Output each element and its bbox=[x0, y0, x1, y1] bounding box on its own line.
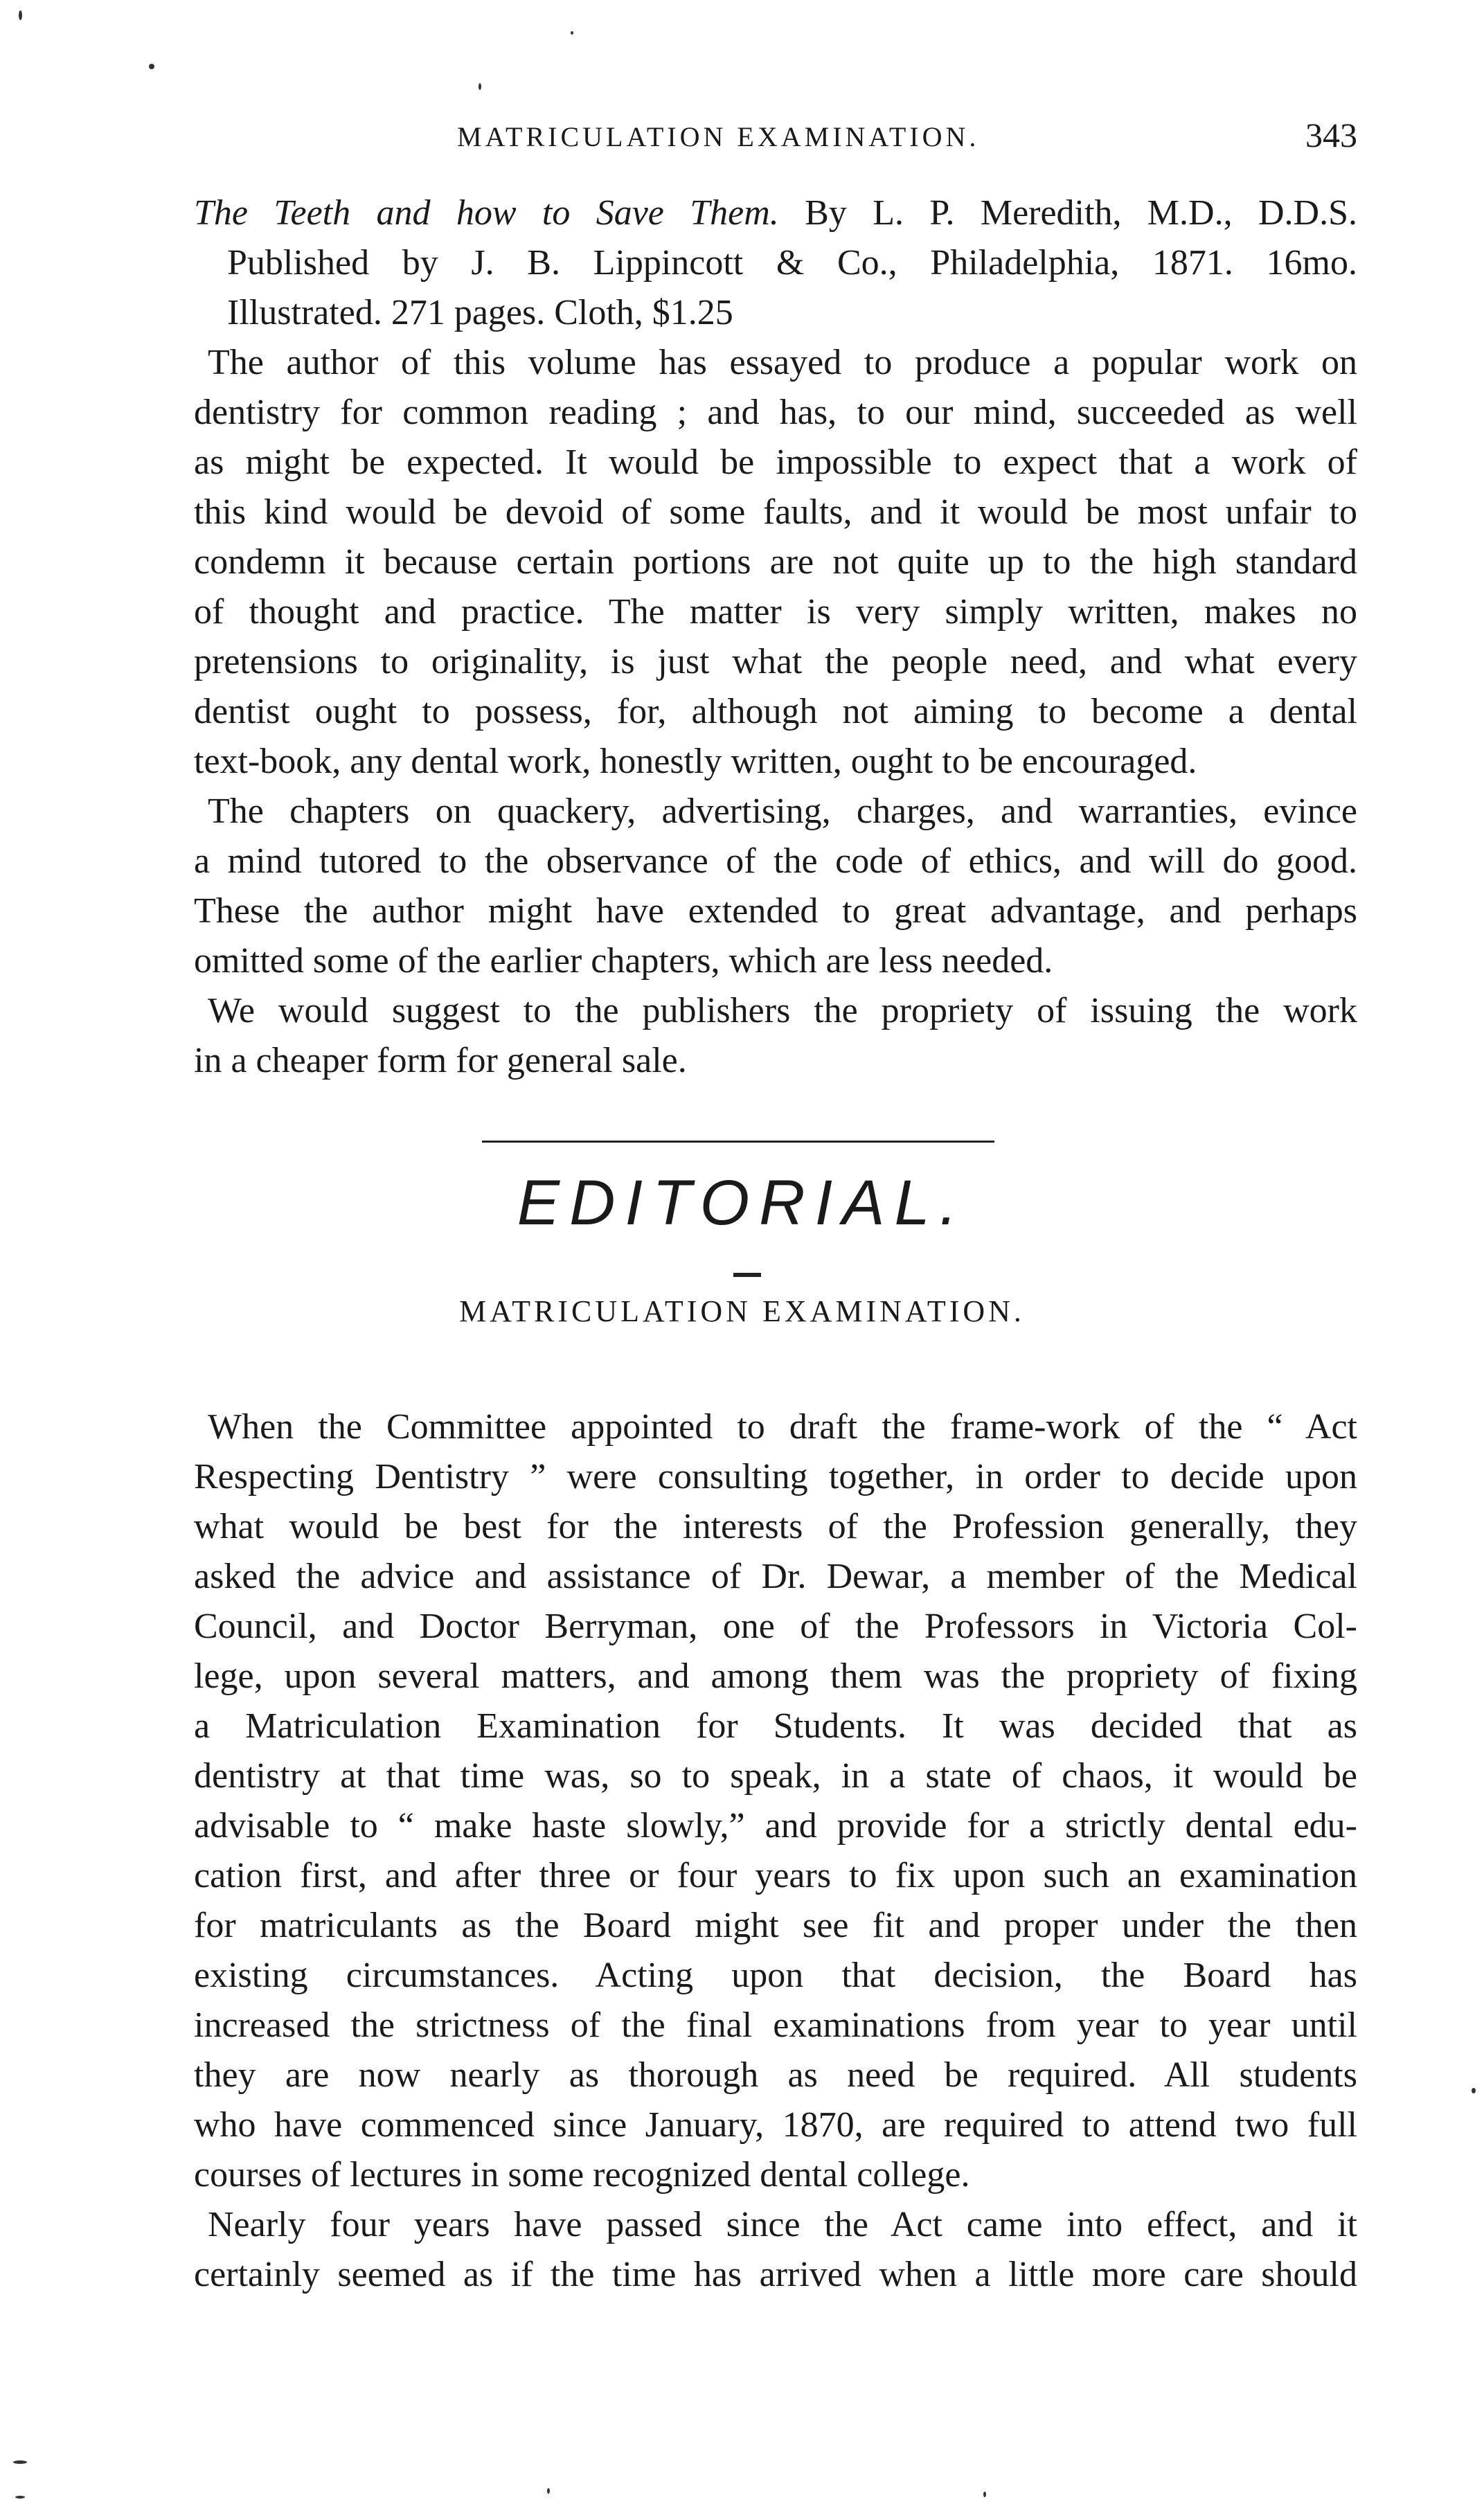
text-line: Nearly four years have passed since the Act came into effect, and it bbox=[208, 2205, 1357, 2244]
text-line: condemn it because certain portions are not quite up to the high standard bbox=[194, 542, 1357, 582]
text-line: When the Committee appointed to draft the frame-work of the “ Act bbox=[208, 1407, 1357, 1447]
text-line: The author of this volume has essayed to produce a popular work on bbox=[208, 343, 1357, 382]
text-line: lege, upon several matters, and among them was the propriety of fixing bbox=[194, 1656, 1357, 1696]
scan-speck bbox=[983, 2492, 986, 2497]
text-line: dentist ought to possess, for, although not aiming to become a dental bbox=[194, 692, 1357, 731]
text-line: what would be best for the interests of the Profession generally, they bbox=[194, 1507, 1357, 1546]
scan-speck bbox=[571, 31, 573, 35]
text-line: of thought and practice. The matter is very simply written, makes no bbox=[194, 592, 1357, 632]
text-line: increased the strictness of the final examinations from year to year until bbox=[194, 2005, 1357, 2045]
page-number: 343 bbox=[1305, 116, 1357, 154]
article-title: MATRICULATION EXAMINATION. bbox=[459, 1294, 1025, 1328]
scan-speck bbox=[479, 83, 481, 90]
text-line: a Matriculation Examination for Students. It was decided that as bbox=[194, 1706, 1357, 1746]
scan-speck bbox=[15, 2496, 25, 2499]
review-citation-line bbox=[194, 188, 1357, 238]
text-line: who have commenced since January, 1870, are required to attend two full bbox=[194, 2105, 1357, 2145]
text-line: pretensions to originality, is just what the people need, and what every bbox=[194, 642, 1357, 681]
scan-speck bbox=[19, 10, 22, 20]
text-line: advisable to “ make haste slowly,” and provide for a strictly dental edu- bbox=[194, 1806, 1357, 1846]
text-line: cation first, and after three or four years to fix upon such an examination bbox=[194, 1856, 1357, 1895]
heading-dash bbox=[733, 1273, 761, 1277]
review-citation-line: Illustrated. 271 pages. Cloth, $1.25 bbox=[227, 293, 733, 332]
text-line: this kind would be devoid of some faults, and it would be most unfair to bbox=[194, 492, 1357, 532]
text-line: dentistry at that time was, so to speak, in a state of chaos, it would be bbox=[194, 1756, 1357, 1796]
running-head bbox=[194, 111, 1357, 159]
text-line: in a cheaper form for general sale. bbox=[194, 1041, 687, 1080]
text-line: as might be expected. It would be impossible to expect that a work of bbox=[194, 443, 1357, 482]
text-line: existing circumstances. Acting upon that decision, the Board has bbox=[194, 1956, 1357, 1995]
section-heading: EDITORIAL. bbox=[517, 1168, 967, 1238]
scan-speck bbox=[149, 64, 154, 69]
text-line: omitted some of the earlier chapters, which are less needed. bbox=[194, 941, 1053, 981]
editorial-article bbox=[194, 1402, 1357, 2300]
text-line: These the author might have extended to great advantage, and perhaps bbox=[194, 891, 1357, 931]
text-line: The chapters on quackery, advertising, charges, and warranties, evince bbox=[208, 792, 1357, 831]
text-line: a mind tutored to the observance of the code of ethics, and will do good. bbox=[194, 841, 1357, 881]
book-review bbox=[194, 188, 1357, 1086]
text-line: they are now nearly as thorough as need be required. All students bbox=[194, 2055, 1357, 2095]
text-line: We would suggest to the publishers the propriety of issuing the work bbox=[208, 991, 1357, 1030]
book-title: The Teeth and how to Save Them. bbox=[194, 193, 779, 233]
section-divider bbox=[482, 1141, 994, 1143]
scan-speck bbox=[13, 2460, 27, 2464]
text-line: text-book, any dental work, honestly written, ought to be encouraged. bbox=[194, 742, 1197, 781]
book-author: By L. P. Meredith, M.D., D.D.S. bbox=[778, 193, 1357, 233]
review-citation-line: Published by J. B. Lippincott & Co., Philadelphia, 1871. 16mo. bbox=[227, 243, 1357, 283]
text-line: dentistry for common reading ; and has, to our mind, succeeded as well bbox=[194, 393, 1357, 432]
text-line: Council, and Doctor Berryman, one of the Professors in Victoria Col- bbox=[194, 1607, 1357, 1646]
text-line: courses of lectures in some recognized dental college. bbox=[194, 2155, 970, 2195]
running-title: MATRICULATION EXAMINATION. bbox=[457, 121, 980, 152]
text-line: for matriculants as the Board might see fit and proper under the then bbox=[194, 1906, 1357, 1945]
text-line: certainly seemed as if the time has arrived when a little more care should bbox=[194, 2255, 1357, 2294]
text-line: asked the advice and assistance of Dr. Dewar, a member of the Medical bbox=[194, 1557, 1357, 1596]
scan-speck bbox=[547, 2488, 550, 2494]
text-line: Respecting Dentistry ” were consulting together, in order to decide upon bbox=[194, 1457, 1357, 1496]
scan-speck bbox=[1472, 2088, 1476, 2093]
